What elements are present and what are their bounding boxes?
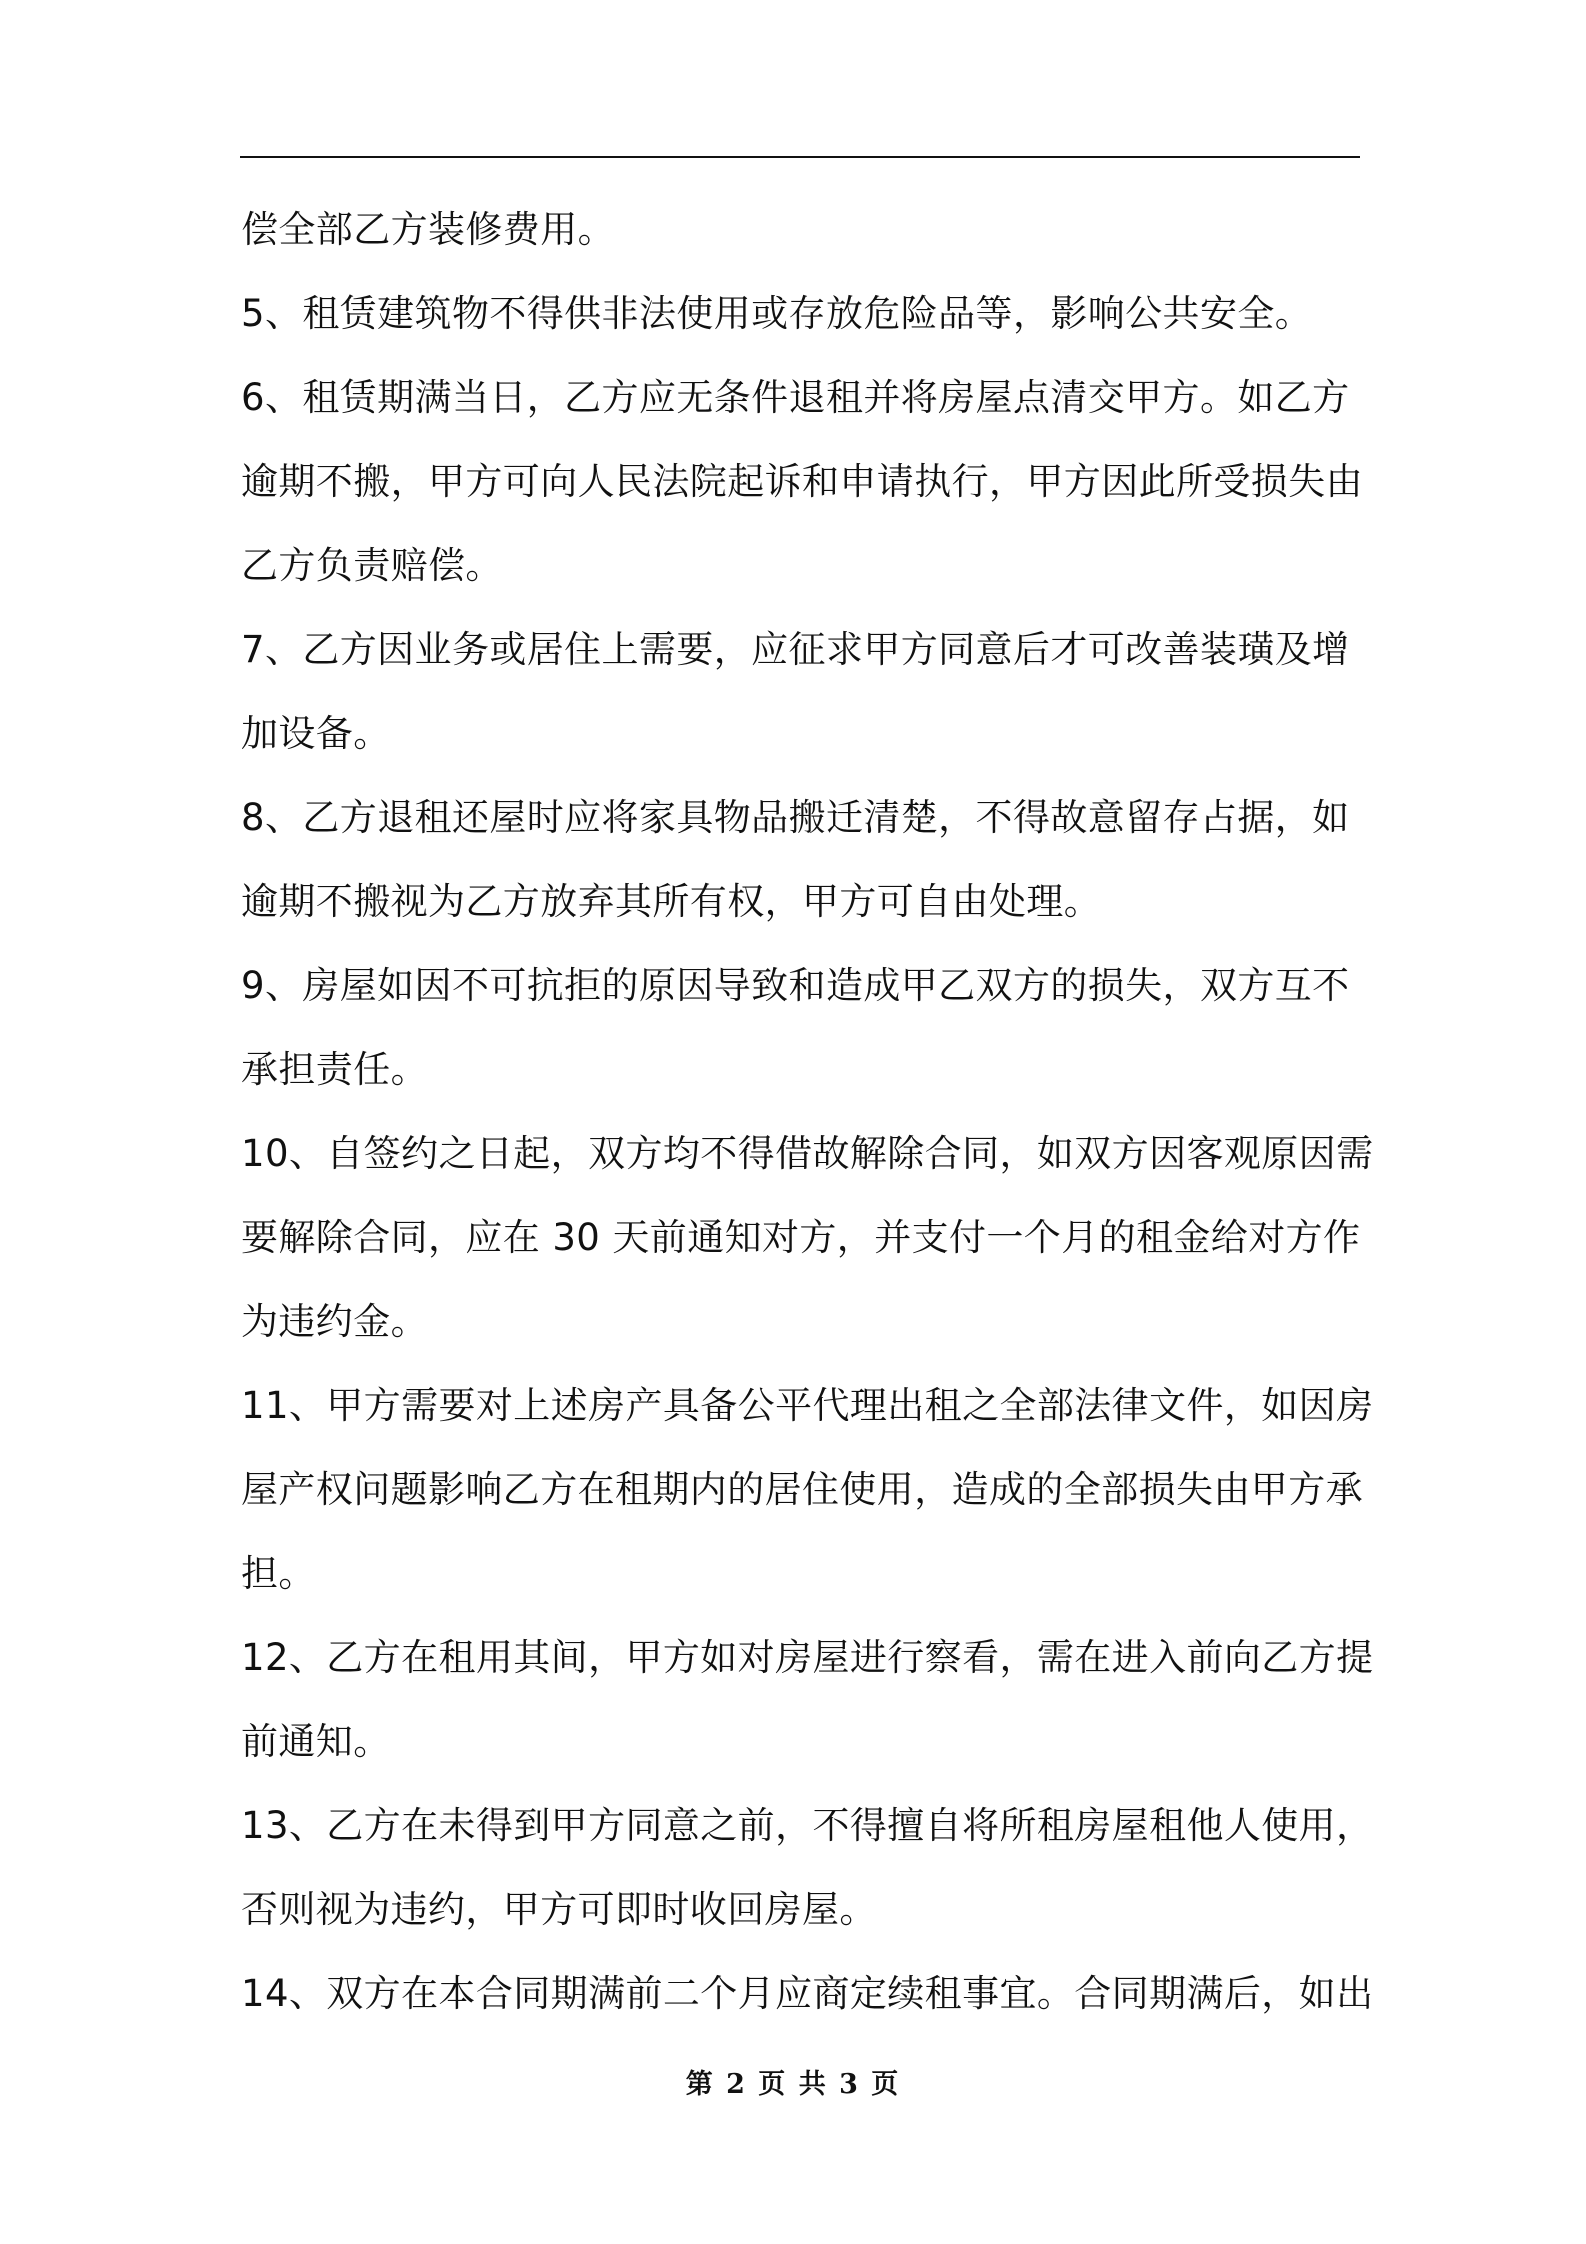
text-line: 8、乙方退租还屋时应将家具物品搬迁清楚，不得故意留存占据，如 [241, 796, 1350, 839]
text-line: 7、乙方因业务或居住上需要，应征求甲方同意后才可改善装璜及增 [241, 628, 1350, 671]
text-line: 9、房屋如因不可抗拒的原因导致和造成甲乙双方的损失，双方互不 [241, 964, 1350, 1007]
text-line: 担。 [241, 1552, 316, 1595]
text-line: 逾期不搬视为乙方放弃其所有权，甲方可自由处理。 [241, 880, 1102, 923]
text-line: 偿全部乙方装修费用。 [241, 208, 615, 251]
text-line: 6、租赁期满当日，乙方应无条件退租并将房屋点清交甲方。如乙方 [241, 376, 1350, 419]
contract-body [241, 188, 1374, 2036]
header-rule [240, 156, 1360, 158]
text-line: 14、双方在本合同期满前二个月应商定续租事宜。合同期满后，如出 [241, 1972, 1374, 2015]
text-line: 乙方负责赔偿。 [241, 544, 503, 587]
text-line: 要解除合同，应在 30 天前通知对方，并支付一个月的租金给对方作 [241, 1216, 1361, 1259]
text-line: 逾期不搬，甲方可向人民法院起诉和申请执行，甲方因此所受损失由 [241, 460, 1363, 503]
text-line: 屋产权问题影响乙方在租期内的居住使用，造成的全部损失由甲方承 [241, 1468, 1363, 1511]
text-line: 10、自签约之日起，双方均不得借故解除合同，如双方因客观原因需 [241, 1132, 1374, 1175]
text-line: 11、甲方需要对上述房产具备公平代理出租之全部法律文件，如因房 [241, 1384, 1374, 1427]
text-line: 加设备。 [241, 712, 391, 755]
text-line: 否则视为违约，甲方可即时收回房屋。 [241, 1888, 877, 1931]
text-line: 13、乙方在未得到甲方同意之前，不得擅自将所租房屋租他人使用， [241, 1804, 1374, 1847]
text-line: 5、租赁建筑物不得供非法使用或存放危险品等，影响公共安全。 [241, 292, 1313, 335]
text-line: 12、乙方在租用其间，甲方如对房屋进行察看，需在进入前向乙方提 [241, 1636, 1374, 1679]
text-line: 承担责任。 [241, 1048, 428, 1091]
text-line: 为违约金。 [241, 1300, 428, 1343]
text-line: 前通知。 [241, 1720, 391, 1763]
page-number-footer: 第 2 页 共 3 页 [685, 2069, 901, 2100]
